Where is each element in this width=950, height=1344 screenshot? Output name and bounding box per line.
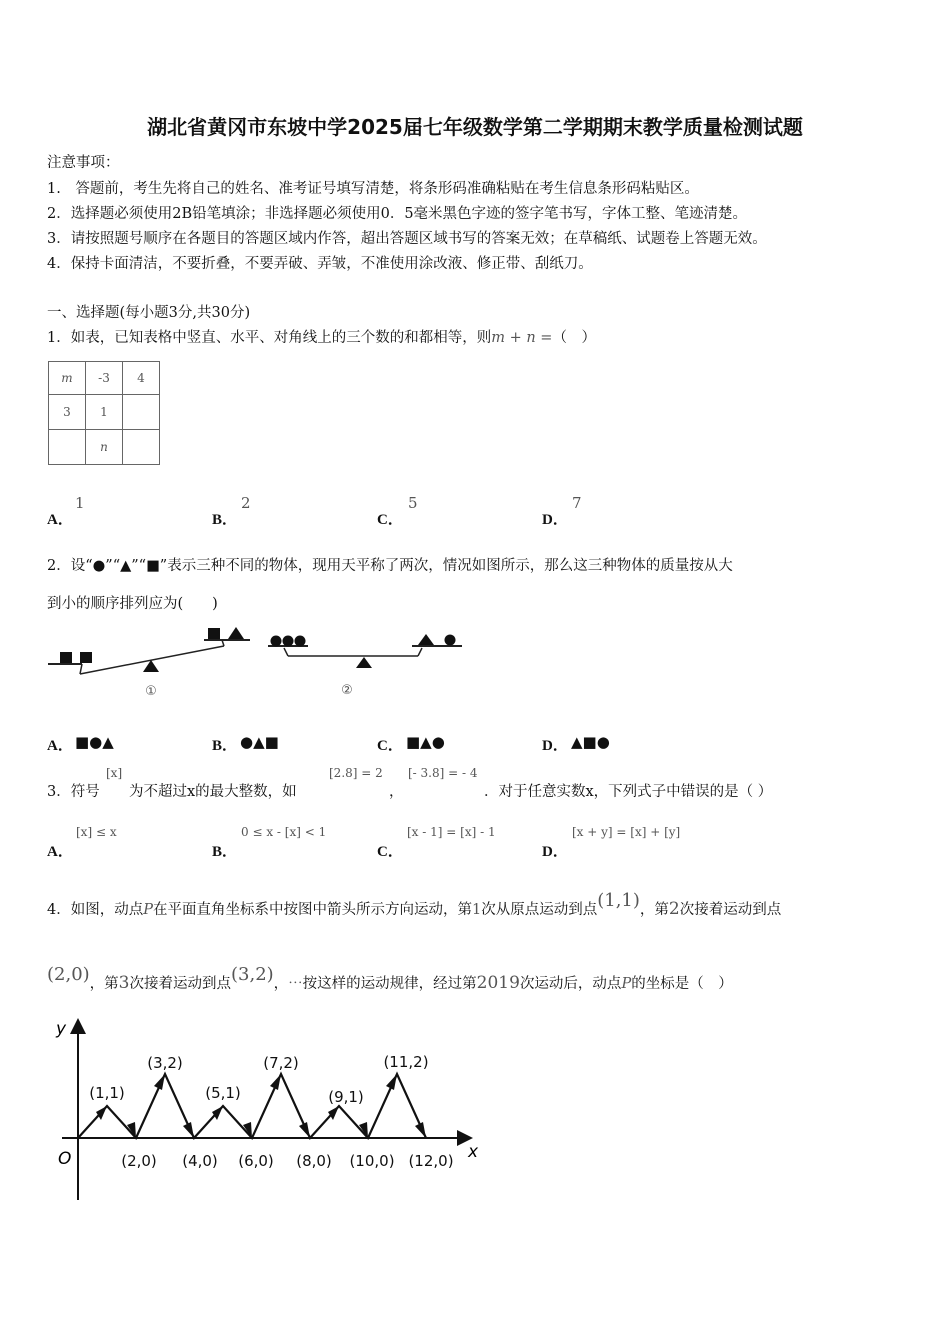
bottom-label: (4,0) [182, 1152, 218, 1170]
q4-text: ， [273, 976, 289, 992]
q4-text: 的坐标是（ ） [631, 976, 733, 992]
q1-cell: 3 [49, 395, 86, 430]
q3-stem: 为不超过x的最大整数，如 [129, 784, 297, 800]
q3-option-d-value: [x + y] = [x] + [y] [572, 825, 681, 839]
q4-point-p: P [143, 902, 153, 918]
balance-1 [48, 627, 250, 699]
bottom-label: (8,0) [296, 1152, 332, 1170]
q4-text: ，第 [639, 902, 669, 918]
q1-option-b-value: 2 [241, 494, 251, 512]
arrow-icon [415, 1122, 426, 1138]
q1-cell: 1 [86, 395, 123, 430]
q3-option-a-label: A． [47, 844, 73, 860]
q2-option-a-label: A． [47, 738, 73, 754]
arrow-icon [154, 1074, 165, 1090]
q3-option-d-label: D． [542, 844, 568, 860]
q1-cell: -3 [86, 362, 123, 395]
q2-option-b-label: B． [212, 738, 238, 754]
q2-option-d-label: D． [542, 738, 568, 754]
q4-point-3: (3,2) [231, 964, 274, 985]
q1-paren: （ ） [552, 330, 596, 346]
figure-label-2: ② [341, 683, 353, 698]
q1-option-c-value: 5 [408, 494, 418, 512]
q1-cell: 4 [123, 362, 160, 395]
q1-option-d-label: D． [542, 512, 568, 528]
q2-option-b-value: ●▲■ [240, 733, 279, 751]
q4-point-2: (2,0) [47, 964, 90, 985]
figure-label-1: ① [145, 684, 157, 699]
q4-motion-graph [44, 1012, 494, 1208]
q1-expression: m + n = [491, 330, 553, 346]
q4-text: 次接着运动到点 [679, 902, 782, 918]
q4-text: 次接着运动到点 [129, 976, 231, 992]
arrow-icon [386, 1074, 397, 1090]
notice-item-4: 4．保持卡面清洁，不要折叠，不要弄破、弄皱，不准使用涂改液、修正带、刮纸刀。 [47, 256, 593, 272]
q4-number: 2 [668, 899, 680, 919]
q3-comma: ， [389, 784, 404, 800]
q2-option-d-value: ▲■● [571, 733, 610, 751]
q4-number: 3 [118, 973, 130, 993]
q4-text: ，第 [89, 976, 119, 992]
bottom-label: (6,0) [238, 1152, 274, 1170]
q4-text: 次从原点运动到点 [481, 902, 598, 918]
origin-label: O [58, 1149, 72, 1169]
q3-symbol: [x] [106, 766, 123, 780]
notice-item-3: 3．请按照题号顺序在各题目的答题区域内作答，超出答题区域书写的答案无效；在草稿纸、试题卷上答题无效。 [47, 231, 767, 247]
q4-ellipsis: ⋯ [288, 976, 303, 992]
q1-option-b-label: B． [212, 512, 238, 528]
q3-option-c-label: C． [377, 844, 403, 860]
q1-option-c-label: C． [377, 512, 403, 528]
q3-option-b-value: 0 ≤ x - [x] < 1 [241, 825, 327, 839]
triangle-icon [418, 634, 434, 645]
q2-line-2: 到小的顺序排列应为( ) [47, 596, 218, 612]
q1-option-d-value: 7 [572, 494, 582, 512]
page-title: 湖北省黄冈市东坡中学2025届七年级数学第二学期期末教学质量检测试题 [147, 115, 803, 139]
peak-label: (3,2) [147, 1054, 183, 1072]
y-axis-label: y [56, 1019, 67, 1039]
peak-label: (1,1) [89, 1084, 125, 1102]
bottom-label: (10,0) [349, 1152, 395, 1170]
square-icon [80, 652, 92, 663]
q2-option-c-label: C． [377, 738, 403, 754]
q3-prefix: 3．符号 [47, 784, 100, 800]
q4-text: 次运动后，动点 [519, 976, 622, 992]
q1-magic-table [48, 361, 160, 465]
q3-option-b-label: B． [212, 844, 238, 860]
circle-icon [295, 636, 306, 647]
notice-item-2: 2．选择题必须使用2B铅笔填涂；非选择题必须使用0．5毫米黑色字迹的签字笔书写，字体工整、笔迹清楚。 [47, 206, 748, 222]
q4-text: 按这样的运动规律，经过第 [302, 976, 477, 992]
q1-option-a-label: A． [47, 512, 73, 528]
q3-option-a-value: [x] ≤ x [76, 825, 117, 839]
peak-label: (11,2) [383, 1053, 429, 1071]
x-axis-label: x [468, 1142, 479, 1162]
q3-example-2: [- 3.8] = - 4 [408, 766, 478, 780]
q1-text [47, 326, 596, 347]
notice-heading: 注意事项： [47, 155, 120, 171]
circle-icon [283, 636, 294, 647]
q4-text: 在平面直角坐标系中按图中箭头所示方向运动，第 [153, 902, 472, 918]
circle-icon [445, 635, 456, 646]
arrow-icon [183, 1122, 194, 1138]
q2-line-1: 2．设“●”“▲”“■”表示三种不同的物体，现用天平称了两次，情况如图所示，那么这三种物体的质量按从大 [47, 558, 733, 574]
fulcrum-triangle-icon [356, 657, 372, 668]
q3-example-1: [2.8] = 2 [329, 766, 383, 780]
circle-icon [271, 636, 282, 647]
q3-option-c-value: [x - 1] = [x] - 1 [407, 825, 496, 839]
bottom-label: (2,0) [121, 1152, 157, 1170]
q1-option-a-value: 1 [75, 494, 85, 512]
q4-point-p: P [621, 976, 632, 992]
q4-line-2 [47, 964, 733, 993]
q3-suffix: ．对于任意实数x，下列式子中错误的是（ ） [484, 784, 773, 800]
square-icon [60, 652, 72, 663]
peak-label: (7,2) [263, 1054, 299, 1072]
q1-cell: n [86, 430, 123, 465]
arrow-icon [270, 1074, 281, 1090]
q2-option-a-value: ■●▲ [75, 733, 114, 751]
square-icon [208, 628, 220, 639]
arrow-icon [299, 1122, 310, 1138]
direction-arrows [96, 1074, 426, 1138]
q4-number: 2019 [476, 973, 520, 993]
section-heading: 一、选择题(每小题3分,共30分) [47, 305, 251, 321]
q4-number: 1 [472, 902, 482, 918]
q4-text: 4．如图，动点 [47, 902, 144, 918]
peak-label: (5,1) [205, 1084, 241, 1102]
q2-option-c-value: ■▲● [406, 733, 445, 751]
q1-cell [123, 395, 160, 430]
q1-cell [49, 430, 86, 465]
peak-label: (9,1) [328, 1088, 364, 1106]
q4-point-1: (1,1) [597, 890, 640, 911]
q2-balance-figure [44, 620, 474, 702]
balance-2 [268, 634, 462, 698]
notice-item-1: 1. 答题前，考生先将自己的姓名、准考证号填写清楚，将条形码准确粘贴在考生信息条形码粘贴区。 [47, 181, 699, 197]
q4-line-1 [47, 890, 782, 919]
q1-cell: m [49, 362, 86, 395]
q1-stem: 1．如表，已知表格中竖直、水平、对角线上的三个数的和都相等，则 [47, 330, 492, 346]
triangle-icon [228, 627, 244, 639]
bottom-label: (12,0) [408, 1152, 454, 1170]
q1-cell [123, 430, 160, 465]
